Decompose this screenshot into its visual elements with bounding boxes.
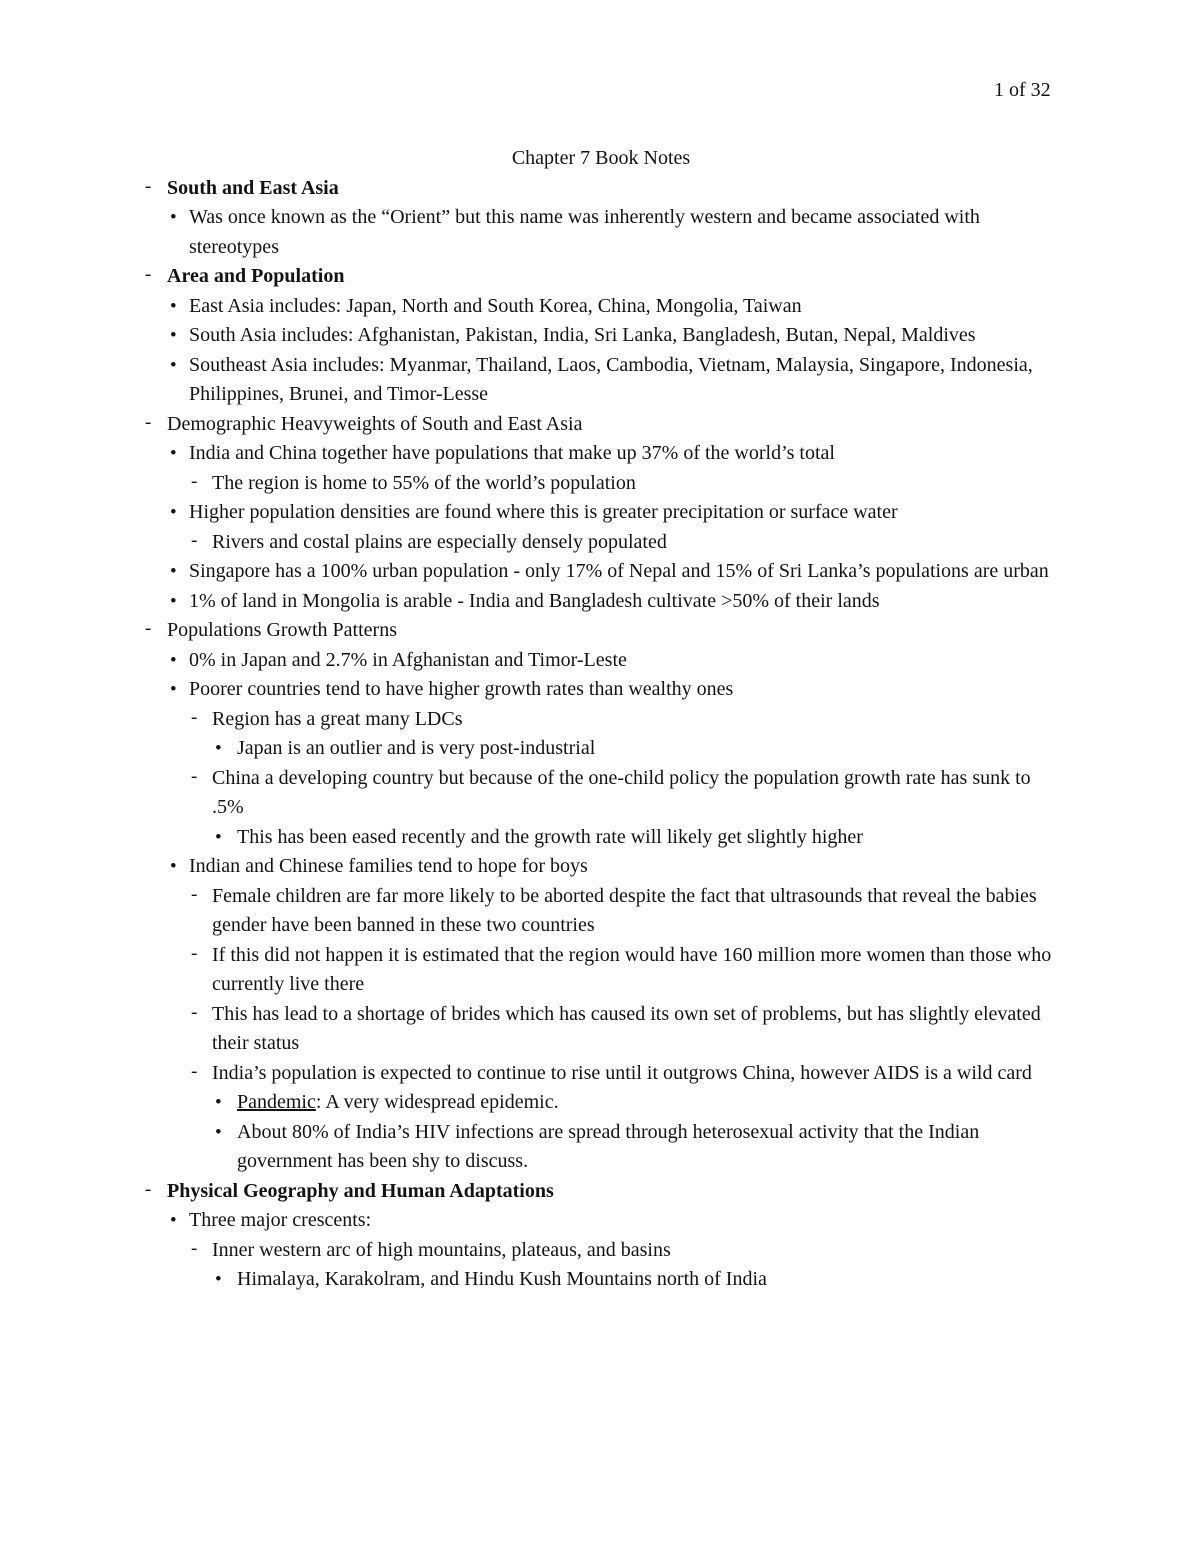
document-content <box>145 144 1057 1295</box>
list-item-text: About 80% of India’s HIV infections are spread through heterosexual activity that the Indian government has been shy to discuss. <box>237 1120 980 1172</box>
dash-icon: - <box>191 883 198 905</box>
list-item <box>145 351 1057 410</box>
list-item <box>145 734 1057 764</box>
list-item-text: China a developing country but because of the one-child policy the population growth rate has sunk to .5% <box>212 766 1031 818</box>
list-item <box>145 498 1057 528</box>
list-item-text: Physical Geography and Human Adaptations <box>167 1179 554 1202</box>
list-item <box>145 705 1057 735</box>
underlined-term: Pandemic <box>237 1091 316 1113</box>
list-item <box>145 262 1057 292</box>
list-item <box>145 941 1057 1000</box>
list-item <box>145 1177 1057 1207</box>
list-item <box>145 1118 1057 1177</box>
list-item <box>145 823 1057 853</box>
list-item-text: Japan is an outlier and is very post-industrial <box>237 737 596 759</box>
bullet-icon: • <box>215 1269 222 1290</box>
list-item-text: South Asia includes: Afghanistan, Pakistan, India, Sri Lanka, Bangladesh, Butan, Nepal, Maldives <box>189 324 976 346</box>
bullet-icon: • <box>170 590 177 612</box>
list-item <box>145 646 1057 676</box>
list-item-text: East Asia includes: Japan, North and South Korea, China, Mongolia, Taiwan <box>189 294 802 317</box>
bullet-icon: • <box>170 502 177 523</box>
dash-icon: - <box>145 618 152 639</box>
bullet-icon: • <box>170 1210 177 1231</box>
list-item-text: Inner western arc of high mountains, plateaus, and basins <box>212 1238 671 1261</box>
dash-icon: - <box>145 411 152 433</box>
list-item <box>145 410 1057 440</box>
list-item <box>145 1059 1057 1089</box>
list-item-text: This has been eased recently and the growth rate will likely get slightly higher <box>237 825 863 848</box>
list-item-text: Area and Population <box>167 265 345 287</box>
list-item-text: India’s population is expected to continue to rise until it outgrows China, however AIDS is a wild card <box>212 1061 1032 1084</box>
list-item-text: India and China together have populations that make up 37% of the world’s total <box>189 442 835 464</box>
bullet-icon: • <box>170 561 177 582</box>
dash-icon: - <box>145 264 152 285</box>
list-item <box>145 764 1057 823</box>
bullet-icon: • <box>215 826 222 848</box>
list-item-text: Region has a great many LDCs <box>212 707 463 730</box>
bullet-icon: • <box>215 1121 222 1143</box>
dash-icon: - <box>191 706 198 728</box>
list-item <box>145 174 1057 204</box>
dash-icon: - <box>191 1237 198 1259</box>
list-item <box>145 439 1057 469</box>
list-item-text: Female children are far more likely to be aborted despite the fact that ultrasounds that reveal the babies gender have been banned in these two countries <box>212 884 1037 936</box>
bullet-icon: • <box>215 738 222 759</box>
list-item <box>145 469 1057 499</box>
list-item <box>145 1265 1057 1295</box>
list-item <box>145 1236 1057 1266</box>
bullet-icon: • <box>170 443 177 464</box>
list-item <box>145 587 1057 617</box>
list-item <box>145 203 1057 262</box>
list-item <box>145 1088 1057 1118</box>
page-title: Chapter 7 Book Notes <box>511 147 691 169</box>
list-item-text: Demographic Heavyweights of South and East Asia <box>167 412 583 435</box>
list-item <box>145 557 1057 587</box>
dash-icon: - <box>191 1001 198 1023</box>
list-item-text: Higher population densities are found where this is greater precipitation or surface water <box>189 501 898 523</box>
list-item-text: 1% of land in Mongolia is arable - India and Bangladesh cultivate >50% of their lands <box>189 589 880 612</box>
list-item-text: Poorer countries tend to have higher growth rates than wealthy ones <box>189 678 734 700</box>
list-item <box>145 1000 1057 1059</box>
dash-icon: - <box>191 765 198 787</box>
outline <box>145 174 1057 1295</box>
bullet-icon: • <box>170 354 177 376</box>
page-number: 1 of 32 <box>994 79 1051 101</box>
bullet-icon: • <box>170 649 177 671</box>
list-item-text: If this did not happen it is estimated that the region would have 160 million more women than those who currently live there <box>212 943 1052 995</box>
list-item <box>145 1206 1057 1236</box>
list-item-text: Himalaya, Karakolram, and Hindu Kush Mountains north of India <box>237 1268 767 1290</box>
dash-icon: - <box>145 1178 152 1200</box>
list-item <box>145 675 1057 705</box>
dash-icon: - <box>145 175 152 197</box>
list-item-text: Pandemic: A very widespread epidemic. <box>237 1091 559 1113</box>
bullet-icon: • <box>215 1092 222 1113</box>
list-item-text: Was once known as the “Orient” but this name was inherently western and became associated with stereotypes <box>189 206 980 258</box>
list-item <box>145 616 1057 646</box>
dash-icon: - <box>191 470 198 492</box>
dash-icon: - <box>191 529 198 551</box>
list-item-text: South and East Asia <box>167 176 339 199</box>
list-item-text: The region is home to 55% of the world’s population <box>212 471 636 494</box>
list-item-text: Southeast Asia includes: Myanmar, Thailand, Laos, Cambodia, Vietnam, Malaysia, Singapore, Indonesia, Philippines, Brunei, and Timor-Lesse <box>189 353 1033 405</box>
list-item <box>145 882 1057 941</box>
list-item <box>145 292 1057 322</box>
bullet-icon: • <box>170 679 177 700</box>
bullet-icon: • <box>170 207 177 228</box>
bullet-icon: • <box>170 325 177 346</box>
list-item-text: Rivers and costal plains are especially densely populated <box>212 530 667 553</box>
list-item-text: Singapore has a 100% urban population - only 17% of Nepal and 15% of Sri Lanka’s populations are urban <box>189 560 1049 582</box>
bullet-icon: • <box>170 856 177 877</box>
list-item-text: Indian and Chinese families tend to hope for boys <box>189 855 588 877</box>
list-item-text: Populations Growth Patterns <box>167 619 397 641</box>
list-item <box>145 528 1057 558</box>
list-item <box>145 321 1057 351</box>
dash-icon: - <box>191 1060 198 1082</box>
dash-icon: - <box>191 942 198 964</box>
list-item-text: Three major crescents: <box>189 1209 372 1231</box>
list-item-text: This has lead to a shortage of brides which has caused its own set of problems, but has slightly elevated their status <box>212 1002 1041 1054</box>
list-item-text: 0% in Japan and 2.7% in Afghanistan and Timor-Leste <box>189 648 627 671</box>
list-item <box>145 852 1057 882</box>
bullet-icon: • <box>170 295 177 317</box>
